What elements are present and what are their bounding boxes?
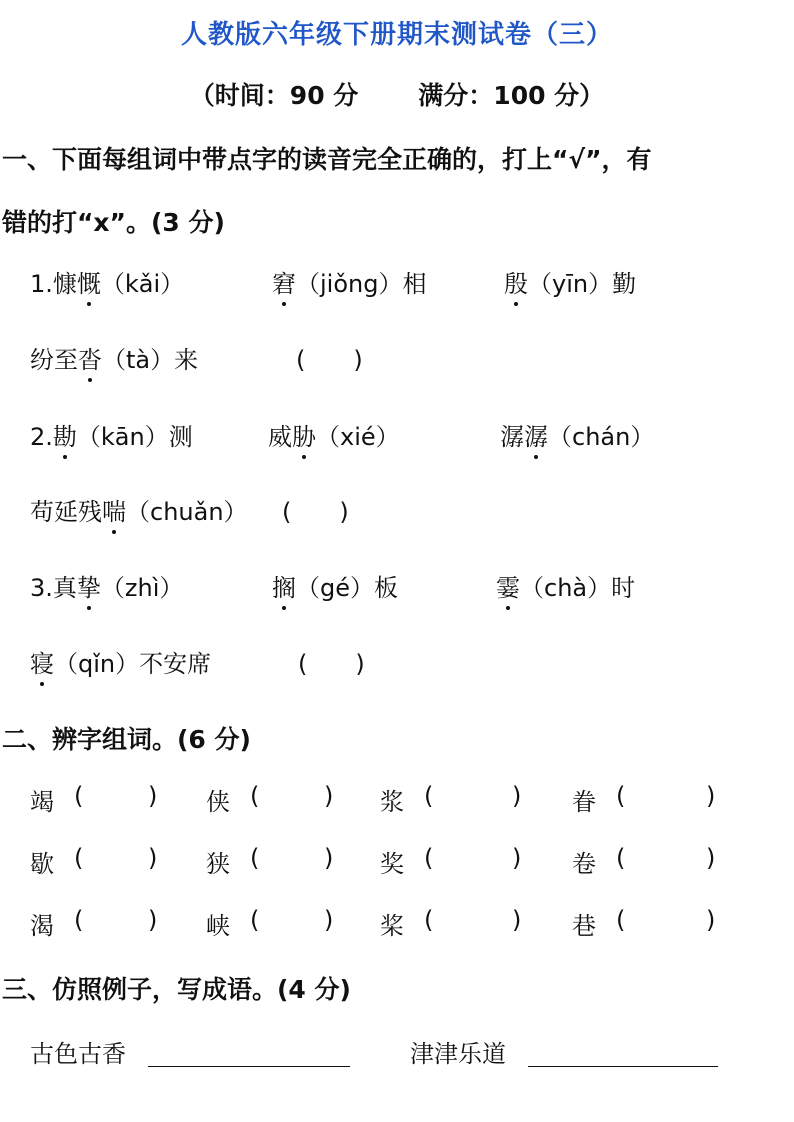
idiom-example-2: 津津乐道 <box>410 1040 506 1068</box>
grid-paren-open: ( <box>74 844 84 872</box>
grid-answer-blank[interactable] <box>90 782 144 810</box>
grid-answer-blank[interactable] <box>440 844 508 872</box>
grid-char: 狭 <box>206 850 230 878</box>
q1-answer-blank[interactable]: ( ) <box>296 346 363 374</box>
grid-paren-close: ) <box>706 844 716 872</box>
q3-option-c: 霎（chà）时 <box>496 568 635 603</box>
q2-option-c: 潺潺（chán） <box>500 417 654 452</box>
grid-paren-close: ) <box>148 782 158 810</box>
score-info: 满分：100 分） <box>418 81 605 110</box>
q2-answer-blank[interactable]: ( ) <box>282 498 349 526</box>
grid-char: 浆 <box>380 788 404 816</box>
grid-char: 歇 <box>30 850 54 878</box>
grid-char: 巷 <box>572 912 596 940</box>
time-info: （时间：90 分 <box>189 81 359 110</box>
grid-paren-open: ( <box>250 782 260 810</box>
q2-option-a: 2.勘（kān）测 <box>30 417 193 452</box>
grid-char: 奖 <box>380 850 404 878</box>
section1-heading-line2: 错的打“x”。(3 分) <box>2 208 225 237</box>
grid-paren-close: ) <box>512 906 522 934</box>
grid-char: 眷 <box>572 788 596 816</box>
q1-option-c: 殷（yīn）勤 <box>504 264 636 299</box>
q1-option-d: 纷至沓（tà）来 <box>30 340 198 375</box>
grid-paren-open: ( <box>616 844 626 872</box>
grid-char: 卷 <box>572 850 596 878</box>
q1-option-b: 窘（jiǒng）相 <box>272 264 426 299</box>
section3-heading: 三、仿照例子，写成语。(4 分) <box>2 975 351 1004</box>
grid-paren-open: ( <box>424 782 434 810</box>
grid-char: 渴 <box>30 912 54 940</box>
grid-paren-open: ( <box>250 844 260 872</box>
grid-paren-close: ) <box>706 906 716 934</box>
grid-paren-close: ) <box>324 782 334 810</box>
grid-paren-open: ( <box>616 782 626 810</box>
grid-paren-open: ( <box>424 844 434 872</box>
grid-paren-close: ) <box>324 906 334 934</box>
grid-answer-blank[interactable] <box>266 844 320 872</box>
idiom-blank-2[interactable] <box>528 1066 718 1067</box>
grid-paren-open: ( <box>250 906 260 934</box>
grid-answer-blank[interactable] <box>440 906 508 934</box>
q3-option-d: 寝（qǐn）不安席 <box>30 644 211 679</box>
grid-paren-open: ( <box>74 782 84 810</box>
q3-option-b: 搁（gé）板 <box>272 568 398 603</box>
grid-answer-blank[interactable] <box>440 782 508 810</box>
grid-paren-close: ) <box>324 844 334 872</box>
grid-answer-blank[interactable] <box>632 844 702 872</box>
grid-paren-open: ( <box>74 906 84 934</box>
exam-subtitle <box>0 76 794 112</box>
grid-char: 竭 <box>30 788 54 816</box>
section1-heading-line1: 一、下面每组词中带点字的读音完全正确的，打上“√”，有 <box>2 145 652 174</box>
q3-option-a: 3.真挚（zhì） <box>30 568 183 603</box>
grid-paren-close: ) <box>148 844 158 872</box>
idiom-example-1: 古色古香 <box>30 1040 126 1068</box>
grid-answer-blank[interactable] <box>266 782 320 810</box>
q2-option-b: 威胁（xié） <box>268 417 400 452</box>
idiom-blank-1[interactable] <box>148 1066 350 1067</box>
grid-paren-open: ( <box>424 906 434 934</box>
grid-paren-close: ) <box>512 844 522 872</box>
q2-option-d: 苟延残喘（chuǎn） <box>30 492 248 527</box>
grid-paren-open: ( <box>616 906 626 934</box>
section2-heading: 二、辨字组词。(6 分) <box>2 725 251 754</box>
grid-char: 峡 <box>206 912 230 940</box>
grid-answer-blank[interactable] <box>266 906 320 934</box>
grid-answer-blank[interactable] <box>632 782 702 810</box>
exam-title: 人教版六年级下册期末测试卷（三） <box>180 20 613 50</box>
grid-paren-close: ) <box>706 782 716 810</box>
q3-answer-blank[interactable]: ( ) <box>298 650 365 678</box>
grid-char: 侠 <box>206 788 230 816</box>
grid-answer-blank[interactable] <box>90 844 144 872</box>
grid-char: 桨 <box>380 912 404 940</box>
grid-answer-blank[interactable] <box>632 906 702 934</box>
grid-paren-close: ) <box>148 906 158 934</box>
q1-option-a: 1.慷慨（kǎi） <box>30 264 184 299</box>
grid-answer-blank[interactable] <box>90 906 144 934</box>
grid-paren-close: ) <box>512 782 522 810</box>
